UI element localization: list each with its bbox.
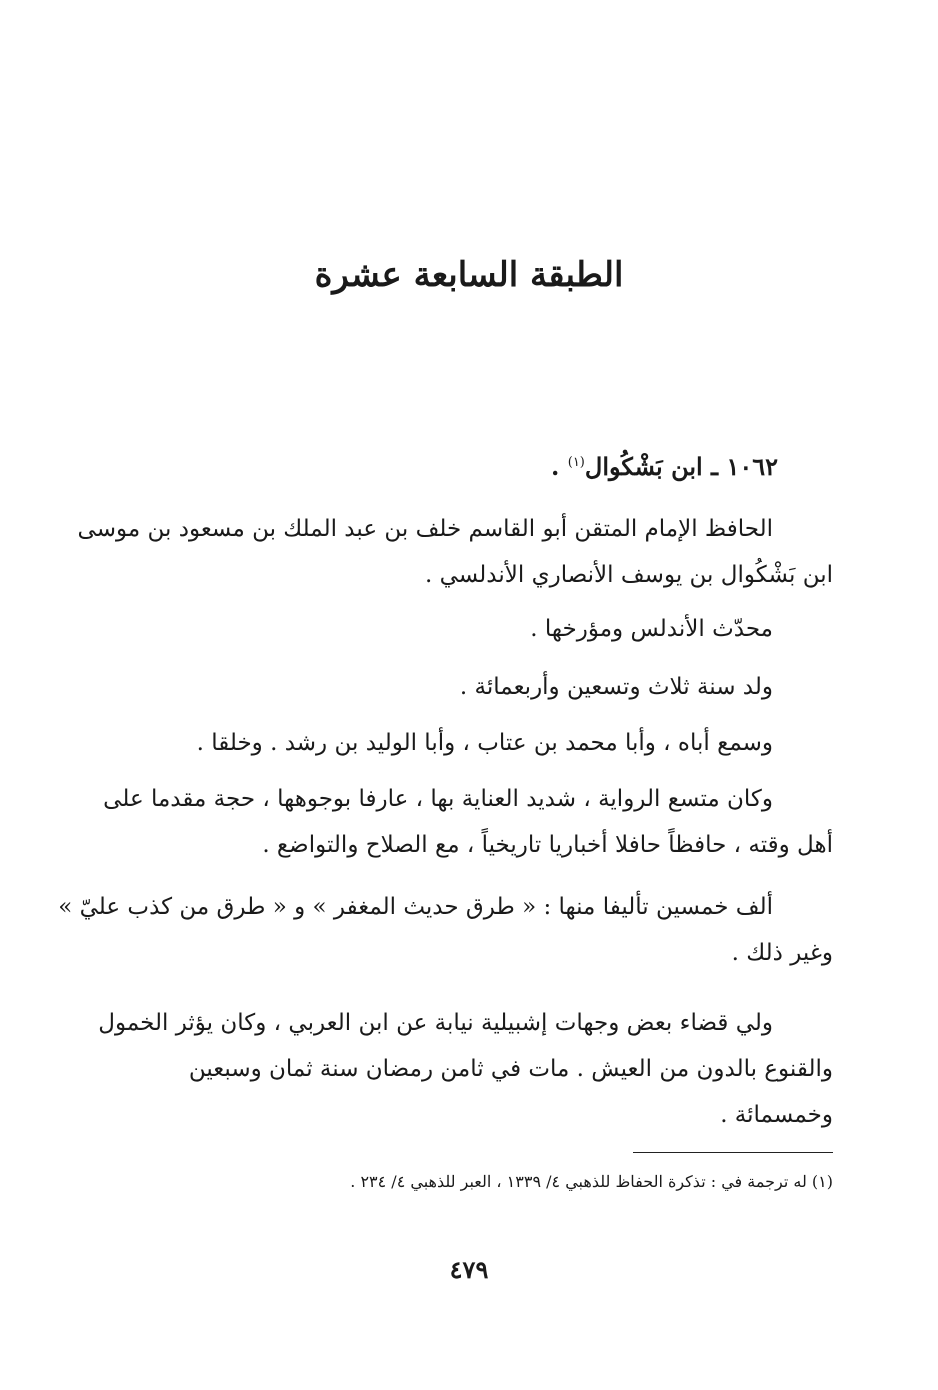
paragraph-works	[58, 884, 833, 976]
page-number: ٤٧٩	[449, 1255, 489, 1284]
chapter-title: الطبقة السابعة عشرة	[314, 255, 624, 295]
paragraph-line: ألف خمسين تأليفا منها : « طرق حديث المغفر » و « طرق من كذب عليّ »	[58, 894, 773, 920]
entry-heading-text: ١٠٦٢ ـ ابن بَشْكُوال	[584, 452, 778, 481]
paragraph-teachers	[103, 720, 833, 766]
paragraph-line: وغير ذلك .	[731, 940, 833, 966]
paragraph-line: الحافظ الإمام المتقن أبو القاسم خلف بن عبد الملك بن مسعود بن موسى	[77, 516, 773, 542]
paragraph-line: أهل وقته ، حافظاً حافلا أخباريا تاريخياً ، مع الصلاح والتواضع .	[262, 832, 833, 858]
paragraph-line: ولد سنة ثلاث وتسعين وأربعمائة .	[459, 674, 773, 700]
paragraph-name	[77, 506, 833, 598]
footnote-marker: (١)	[567, 455, 585, 470]
paragraph-line: وكان متسع الرواية ، شديد العناية بها ، عارفا بوجوهها ، حجة مقدما على	[103, 786, 773, 812]
paragraph-judgeship-death	[98, 1000, 833, 1138]
paragraph-description	[103, 606, 833, 652]
paragraph-line: محدّث الأندلس ومؤرخها .	[530, 616, 773, 642]
paragraph-line: ابن بَشْكُوال بن يوسف الأنصاري الأندلسي .	[424, 562, 833, 588]
footnote: (١) له ترجمة في : تذكرة الحفاظ للذهبي ٤/ ١٣٣٩ ، العبر للذهبي ٤/ ٢٣٤ .	[350, 1172, 833, 1191]
entry-heading	[551, 452, 778, 481]
entry-heading-end: .	[551, 452, 568, 481]
paragraph-birth	[103, 664, 833, 710]
paragraph-line: وخمسمائة .	[720, 1102, 833, 1128]
footnote-divider	[633, 1152, 833, 1153]
paragraph-line: ولي قضاء بعض وجهات إشبيلية نيابة عن ابن العربي ، وكان يؤثر الخمول	[98, 1010, 773, 1036]
paragraph-line: وسمع أباه ، وأبا محمد بن عتاب ، وأبا الوليد بن رشد . وخلقا .	[196, 730, 773, 756]
paragraph-line: والقنوع بالدون من العيش . مات في ثامن رمضان سنة ثمان وسبعين	[188, 1056, 833, 1082]
paragraph-character	[103, 776, 833, 868]
